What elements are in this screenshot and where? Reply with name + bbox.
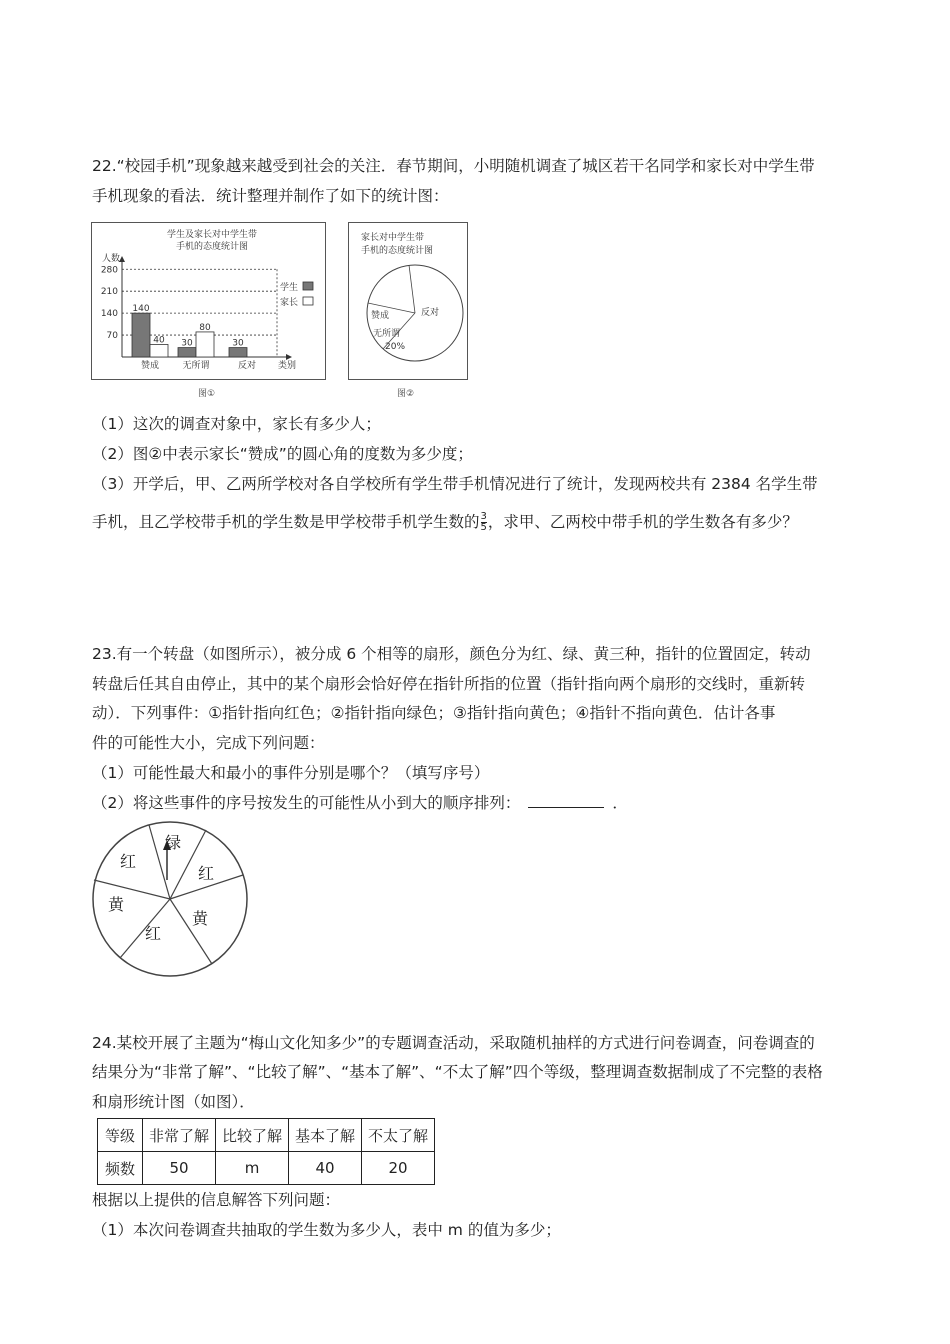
pie-label-indifferent: 无所谓: [373, 329, 401, 339]
x-axis-arrow-icon: [286, 354, 292, 360]
sector-label-yellow-left: 黄: [108, 895, 125, 914]
q22-part3-line1: （3）开学后，甲、乙两所学校对各自学校所有学生带手机情况进行了统计，发现两校共有 2384 名学生带: [92, 475, 818, 493]
y-tick-label: 70: [106, 331, 118, 342]
sector-label-red-left: 红: [120, 852, 137, 871]
answer-blank[interactable]: [528, 793, 604, 808]
fraction-numerator: 3: [480, 511, 487, 522]
table-header-cell: 非常了解: [143, 1119, 216, 1152]
x-category-label: 反对: [237, 361, 257, 371]
legend-student-label: 学生: [280, 283, 299, 293]
pie-label-percent: 20%: [385, 342, 406, 352]
q24-line3: 和扇形统计图（如图）．: [92, 1093, 255, 1111]
bar-value-label: 30: [181, 338, 193, 349]
legend-student-swatch: [303, 282, 313, 290]
spinner-wheel: [90, 818, 250, 978]
q23-line2: 转盘后任其自由停止，其中的某个扇形会恰好停在指针所指的位置（指针指向两个扇形的交线时，重新转: [92, 675, 806, 693]
pie-label-oppose: 反对: [421, 308, 440, 318]
sector-label-red-bottom: 红: [145, 924, 162, 943]
q23-part2: [92, 793, 628, 813]
q23-line4: 件的可能性大小，完成下列问题：: [92, 734, 325, 752]
legend-parent-swatch: [303, 297, 313, 305]
fraction-three-fifths: [481, 512, 487, 533]
sector-label-yellow-right: 黄: [192, 909, 209, 928]
bar-value-label: 30: [232, 338, 244, 349]
q22-part2: （2）图②中表示家长“赞成”的圆心角的度数为多少度；: [92, 445, 473, 463]
y-tick-label: 140: [100, 309, 118, 320]
q22-part3-text-after: ，求甲、乙两校中带手机的学生数各有多少？: [487, 513, 798, 531]
table-cell: 40: [289, 1152, 362, 1185]
bar-student: [229, 348, 247, 357]
y-axis-unit: 人数: [102, 254, 121, 264]
bar-chart-title-2: 手机的态度统计图: [175, 242, 249, 252]
pie-title-2: 手机的态度统计图: [361, 246, 434, 256]
sector-label-green: 绿: [165, 833, 182, 852]
q22-part1: （1）这次的调查对象中，家长有多少人；: [92, 415, 381, 433]
y-tick-label: 210: [100, 287, 118, 298]
q23-part2-end: ．: [612, 794, 628, 812]
figure1-caption: 图①: [198, 389, 216, 399]
fraction-denominator: 5: [480, 522, 487, 533]
q24-line4: 根据以上提供的信息解答下列问题：: [92, 1191, 341, 1209]
q22-stem-line1: 22.“校园手机”现象越来越受到社会的关注．春节期间，小明随机调查了城区若干名同学和家长对中学生带: [92, 157, 815, 175]
figure2-caption: 图②: [397, 389, 415, 399]
q23-line3: 动）．下列事件：①指针指向红色；②指针指向绿色；③指针指向黄色；④指针不指向黄色．估计各事: [92, 704, 776, 722]
table-header-cell: 不太了解: [362, 1119, 435, 1152]
bar-value-label: 40: [153, 335, 165, 346]
table-row: [98, 1152, 435, 1185]
x-axis-label: 类别: [278, 361, 297, 371]
sector-label-red-right: 红: [198, 864, 215, 883]
q24-part1: （1）本次问卷调查共抽取的学生数为多少人，表中 m 的值为多少；: [92, 1221, 561, 1239]
pie-chart-figure: [348, 222, 468, 380]
legend-parent-label: 家长: [280, 298, 299, 308]
table-cell: m: [216, 1152, 289, 1185]
table-cell: 50: [143, 1152, 216, 1185]
table-cell: 频数: [98, 1152, 143, 1185]
table-header-cell: 基本了解: [289, 1119, 362, 1152]
bar-student: [132, 313, 150, 357]
x-category-label: 无所谓: [182, 361, 210, 371]
table-header-cell: 等级: [98, 1119, 143, 1152]
q24-line1: 24.某校开展了主题为“梅山文化知多少”的专题调查活动，采取随机抽样的方式进行问卷调查，问卷调查的: [92, 1034, 815, 1052]
pie-label-agree: 赞成: [371, 311, 390, 321]
bar-value-label: 80: [199, 322, 211, 333]
q23-part1: （1）可能性最大和最小的事件分别是哪个？（填写序号）: [92, 764, 490, 782]
table-header-row: [98, 1119, 435, 1152]
q22-part3-text-before: 手机，且乙学校带手机的学生数是甲学校带手机学生数的: [92, 513, 480, 531]
bar-value-label: 140: [132, 304, 150, 315]
table-header-cell: 比较了解: [216, 1119, 289, 1152]
bar-chart-title-1: 学生及家长对中学生带: [166, 230, 258, 240]
y-tick-label: 280: [100, 265, 118, 276]
x-category-label: 赞成: [140, 361, 160, 371]
bar-parent: [150, 344, 168, 357]
pie-title-1: 家长对中学生带: [361, 233, 425, 243]
bar-parent: [196, 332, 214, 357]
table-cell: 20: [362, 1152, 435, 1185]
q22-stem-line2: 手机现象的看法．统计整理并制作了如下的统计图：: [92, 187, 449, 205]
bar-student: [178, 348, 196, 357]
q23-part2-text: （2）将这些事件的序号按发生的可能性从小到大的顺序排列：: [92, 794, 521, 812]
q23-line1: 23.有一个转盘（如图所示），被分成 6 个相等的扇形，颜色分为红、绿、黄三种，指针的位置固定，转动: [92, 645, 811, 663]
bar-chart: [92, 223, 325, 379]
q22-part3-line2: [92, 512, 798, 533]
pie-chart: [349, 223, 467, 379]
grade-frequency-table: [97, 1118, 435, 1185]
bar-chart-figure: [91, 222, 326, 380]
q24-line2: 结果分为“非常了解”、“比较了解”、“基本了解”、“不太了解”四个等级，整理调查数据制成了不完整的表格: [92, 1063, 823, 1081]
